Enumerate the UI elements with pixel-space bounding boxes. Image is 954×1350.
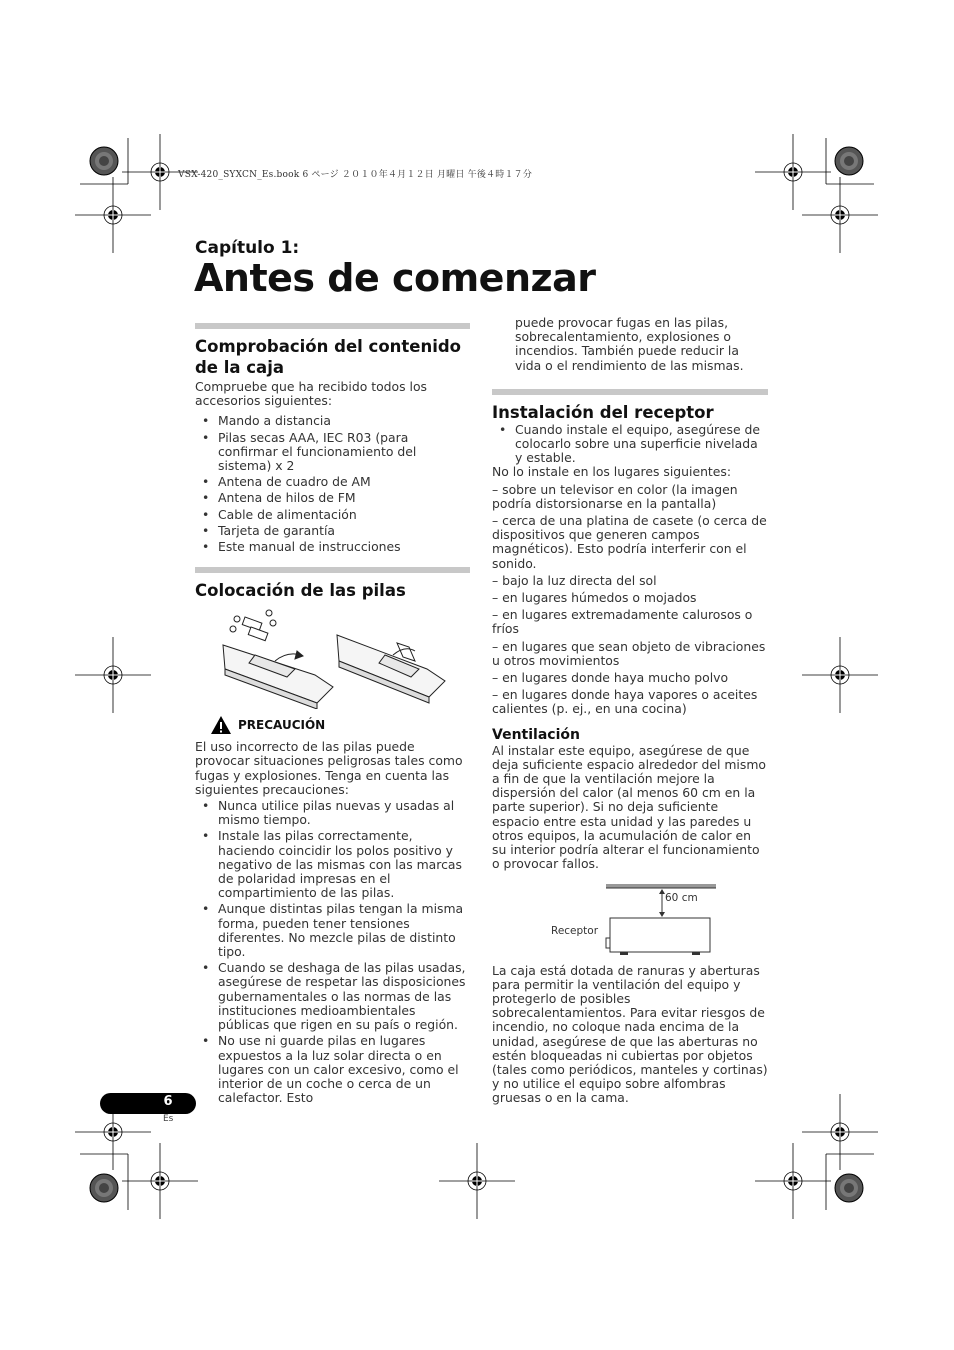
- chapter-label: Capítulo 1:: [195, 238, 300, 258]
- caution-text: El uso incorrecto de las pilas puede provocar situaciones peligrosas tales como fugas y explosiones. Tenga en cuenta las siguientes precauciones:: [195, 739, 463, 797]
- list-item: – en lugares donde haya mucho polvo: [492, 670, 729, 686]
- starburst-mark-top-right: [835, 147, 863, 175]
- page-language: Es: [163, 1114, 174, 1124]
- list-item: – en lugares extremadamente calurosos o fríos: [492, 607, 753, 637]
- chapter-title: Antes de comenzar: [194, 256, 596, 300]
- list-item: • Pilas secas AAA, IEC R03 (para confirmar el funcionamiento del sistema) x 2: [195, 431, 470, 474]
- list-item: • Aunque distintas pilas tengan la misma forma, pueden tener tensiones diferentes. No mezcle pilas de distinto tipo.: [195, 902, 470, 959]
- ventilation-heading: Ventilación: [492, 726, 580, 743]
- section-divider: [492, 389, 768, 395]
- book-header-info: VSX-420_SYXCN_Es.book 6 ページ ２０１０年４月１２日 月曜日 午後４時１７分: [178, 170, 533, 180]
- contents-intro: Compruebe que ha recibido todos los accesorios siguientes:: [195, 379, 427, 409]
- list-item: – en lugares húmedos o mojados: [492, 590, 697, 606]
- starburst-mark-bottom-right: [835, 1174, 863, 1202]
- ventilation-diagram: [492, 878, 768, 964]
- caution-label: PRECAUCIÓN: [238, 718, 326, 733]
- list-item: – cerca de una platina de casete (o cerca de dispositivos que generen campos magnéticos). Esto podría interferir con el sonido.: [492, 513, 767, 571]
- receiver-label: Receptor: [551, 924, 599, 937]
- distance-label: 60 cm: [665, 891, 698, 904]
- caution-list: [195, 799, 470, 1105]
- ventilation-text: Al instalar este equipo, asegúrese de que deja suficiente espacio alrededor del mismo a fin de que la ventilación mejore la dispersión del calor (al menos 60 cm en la parte superior). Si no deja suficiente espacio entre esta unidad y las paredes u otros equipos, la acumulación de calor en su interior podría alterar el funcionamiento o provocar fallos.: [492, 742, 766, 872]
- section-divider: [195, 567, 470, 573]
- list-item: • Cuando instale el equipo, asegúrese de colocarlo sobre una superficie nivelada y estable.: [492, 423, 768, 466]
- list-item: • Antena de hilos de FM: [195, 491, 470, 505]
- list-item: • No use ni guarde pilas en lugares expuestos a la luz solar directa o en lugares con un calor excesivo, como el interior de un coche o cerca de un calefactor. Esto: [195, 1034, 470, 1105]
- left-column: [195, 323, 470, 1105]
- list-item: • Mando a distancia: [195, 414, 470, 428]
- starburst-mark-bottom-left: [90, 1174, 118, 1202]
- installation-list: [492, 423, 768, 466]
- section-divider: [195, 323, 470, 329]
- batteries-heading: Colocación de las pilas: [195, 581, 406, 601]
- ventilation-text-2: La caja está dotada de ranuras y aberturas para permitir la ventilación del equipo y protegerlo de posibles sobrecalentamientos. Para evitar riesgos de incendio, no coloque nada encima de la unidad, asegúrese de que las aberturas no estén bloqueadas ni cubiertas por objetos (tales como periódicos, manteles y cortinas) y no utilice el equipo sobre alfombras gruesas o en la cama.: [492, 962, 768, 1106]
- list-item: – bajo la luz directa del sol: [492, 572, 657, 588]
- list-item: • Cuando se deshaga de las pilas usadas, asegúrese de respetar las disposiciones gubernamentales o las normas de las instituciones medioambientales públicas que rigen en su país o región.: [195, 961, 470, 1032]
- list-item: • Este manual de instrucciones: [195, 540, 470, 554]
- list-item: • Antena de cuadro de AM: [195, 475, 470, 489]
- list-item: – en lugares que sean objeto de vibraciones u otros movimientos: [492, 638, 766, 668]
- list-item: – en lugares donde haya vapores o aceites calientes (p. ej., en una cocina): [492, 687, 758, 717]
- battery-caution-continuation: puede provocar fugas en las pilas, sobrecalentamiento, explosiones o incendios. También puede reducir la vida o el rendimiento de las mismas.: [515, 315, 744, 373]
- right-column: [492, 316, 768, 1106]
- list-item: • Instale las pilas correctamente, haciendo coincidir los polos positivo y negativo de las mismas con las marcas de polaridad impresas en el compartimiento de las pilas.: [195, 829, 470, 900]
- caution-notice: [210, 715, 470, 735]
- battery-installation-illustration: [195, 605, 470, 709]
- installation-intro: No lo instale en los lugares siguientes:: [492, 464, 732, 480]
- list-item: • Cable de alimentación: [195, 508, 470, 522]
- starburst-mark-top-left: [90, 147, 118, 175]
- list-item: • Nunca utilice pilas nuevas y usadas al mismo tiempo.: [195, 799, 470, 827]
- contents-list: [195, 414, 470, 554]
- page-number: 6: [163, 1094, 173, 1109]
- list-item: • Tarjeta de garantía: [195, 524, 470, 538]
- installation-heading: Instalación del receptor: [492, 402, 714, 422]
- list-item: – sobre un televisor en color (la imagen podría distorsionarse en la pantalla): [492, 481, 738, 511]
- warning-icon: [210, 715, 232, 735]
- page-number-badge: [100, 1093, 196, 1114]
- contents-heading: Comprobación del contenido de la caja: [195, 337, 462, 377]
